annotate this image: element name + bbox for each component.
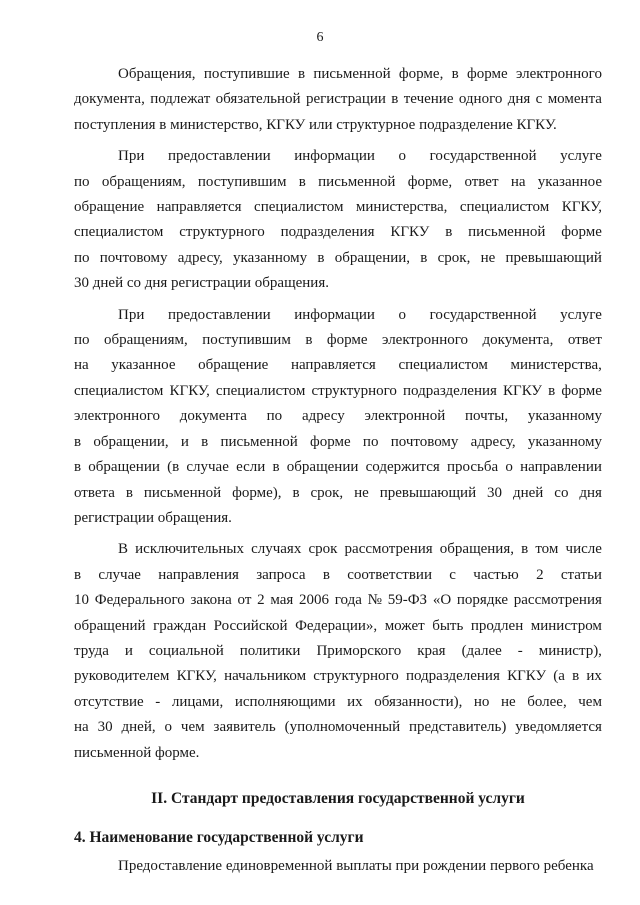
text-line: При предоставлении информации о государственной услуге — [118, 306, 602, 323]
text-line: на указанное обращение направляется специалистом министерства, — [74, 357, 602, 374]
paragraph-written-reply — [74, 144, 602, 296]
page-number: 6 — [316, 30, 324, 45]
text-line: по почтовому адресу, указанному в обращении, в срок, не превышающий — [74, 249, 602, 266]
text-line: по обращениям, поступившим в письменной форме, ответ на указанное — [74, 173, 602, 190]
document-body — [74, 62, 602, 879]
text-line: электронного документа по адресу электронной почты, указанному — [74, 408, 602, 425]
text-line: специалистом КГКУ, специалистом структурного подразделения КГКУ в форме — [74, 382, 602, 399]
section-title: II. Стандарт предоставления государственной услуги — [151, 789, 525, 807]
text-line: на 30 дней, о чем заявитель (уполномоченный представитель) уведомляется — [74, 719, 602, 736]
subsection-title: 4. Наименование государственной услуги — [74, 828, 364, 846]
text-line: обращений граждан Российской Федерации», может быть продлен министром — [74, 617, 602, 634]
text-line: Обращения, поступившие в письменной форме, в форме электронного — [118, 66, 602, 82]
text-line: регистрации обращения. — [74, 509, 232, 526]
service-name-text: Предоставление единовременной выплаты при рождении первого ребенка — [118, 857, 594, 874]
text-line: документа, подлежат обязательной регистрации в течение одного дня с момента — [74, 91, 602, 108]
text-line: поступления в министерство, КГКУ или структурное подразделение КГКУ. — [74, 116, 557, 133]
text-line: В исключительных случаях срок рассмотрения обращения, в том числе — [118, 541, 602, 558]
text-line: 30 дней со дня регистрации обращения. — [74, 275, 329, 292]
text-line: При предоставлении информации о государственной услуге — [118, 148, 602, 165]
text-line: по обращениям, поступившим в форме электронного документа, ответ — [74, 332, 602, 349]
paragraph-electronic-reply — [74, 303, 602, 532]
text-line: специалистом структурного подразделения КГКУ в письменной форме — [74, 224, 602, 241]
text-line: в случае направления запроса в соответствии с частью 2 статьи — [74, 566, 602, 583]
text-line: руководителем КГКУ, начальником структурного подразделения КГКУ (а в их — [74, 668, 602, 685]
text-line: отсутствие - лицами, исполняющими их обязанности), но не более, чем — [74, 693, 602, 710]
paragraph-registration — [74, 62, 602, 138]
text-line: в обращении (в случае если в обращении содержится просьба о направлении — [74, 459, 602, 476]
text-line: обращение направляется специалистом министерства, специалистом КГКУ, — [74, 199, 602, 216]
text-line: труда и социальной политики Приморского края (далее - министр), — [74, 642, 602, 659]
text-line: ответа в письменной форме), в срок, не превышающий 30 дней со дня — [74, 484, 602, 501]
text-line: 10 Федерального закона от 2 мая 2006 года № 59-ФЗ «О порядке рассмотрения — [74, 592, 602, 609]
paragraph-exceptional-cases — [74, 537, 602, 766]
text-line: в обращении, и в письменной форме по почтовому адресу, указанному — [74, 433, 602, 450]
text-line: письменной форме. — [74, 744, 200, 761]
